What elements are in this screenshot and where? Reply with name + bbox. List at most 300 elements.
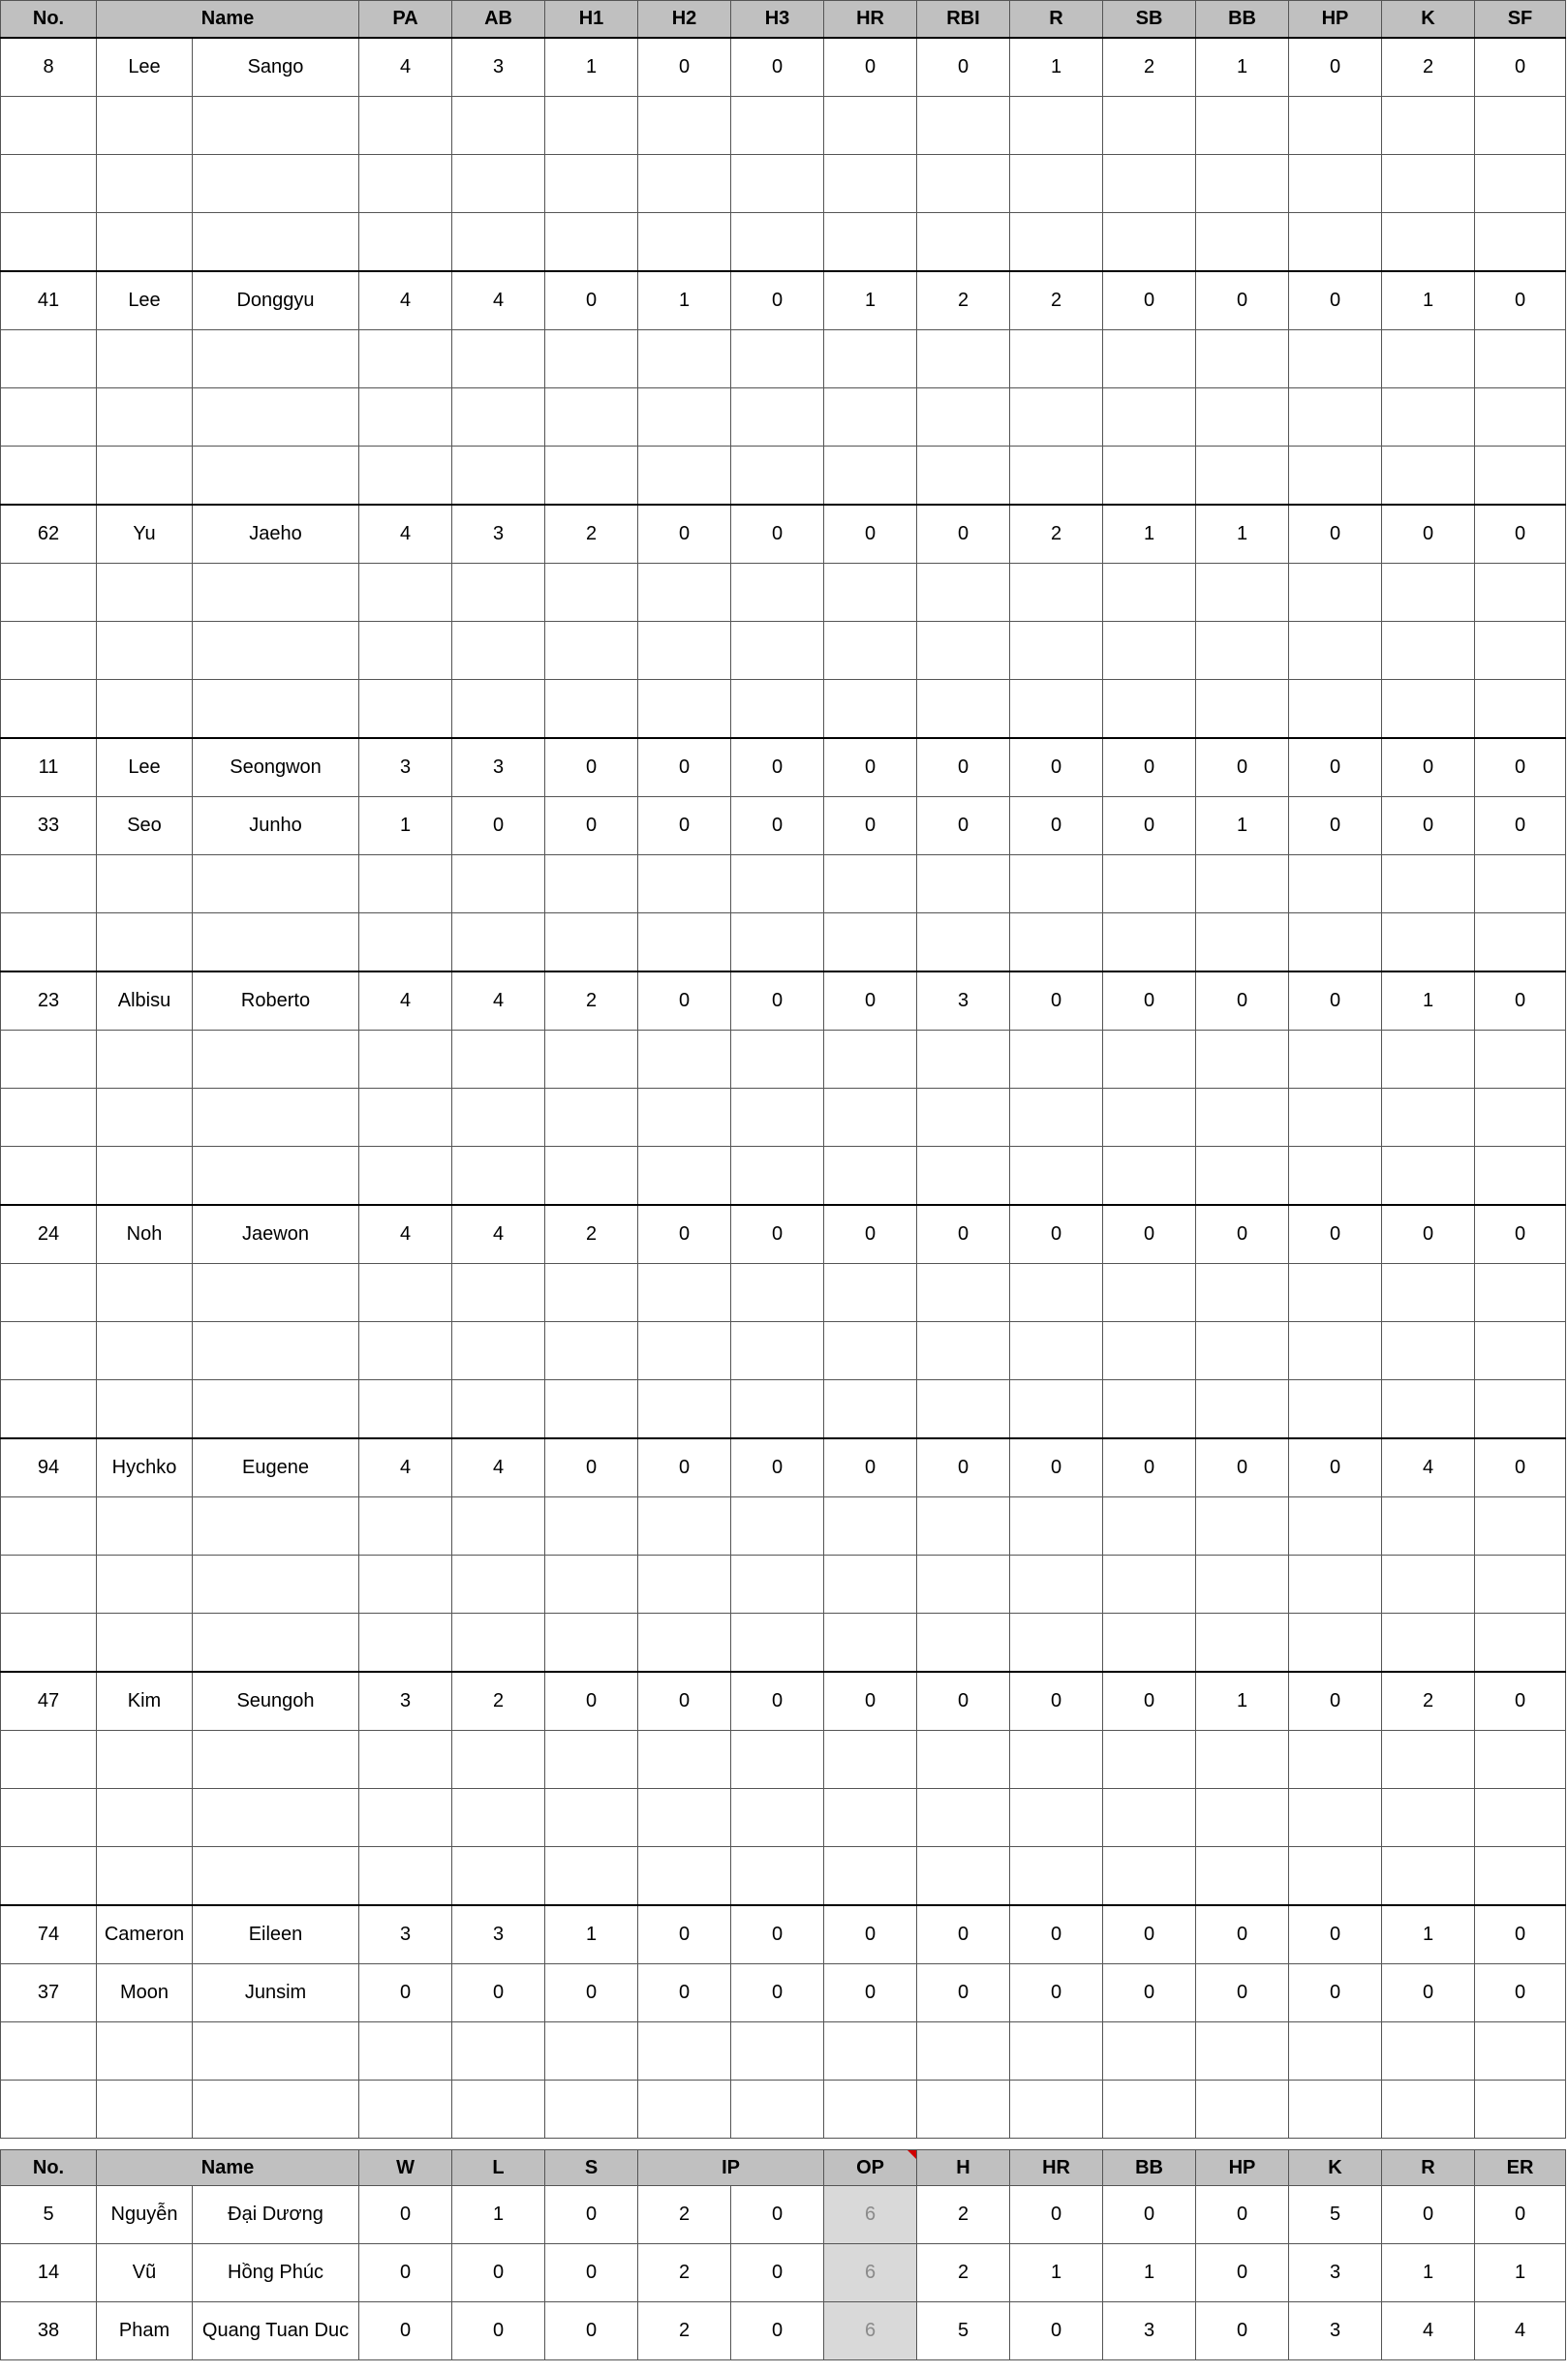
pitcher-last-name-cell[interactable]: Nguyễn [97,2186,193,2244]
stat-cell[interactable]: 0 [731,1964,824,2022]
stat-cell[interactable] [917,1847,1010,1906]
stat-cell[interactable] [359,447,452,506]
stat-cell[interactable] [1475,680,1566,739]
player-first-name-cell[interactable]: Seungoh [193,1672,359,1731]
player-last-name-cell[interactable] [97,97,193,155]
stat-cell[interactable] [824,680,917,739]
stat-cell[interactable] [545,388,638,447]
stat-cell[interactable] [731,1264,824,1322]
player-number-cell[interactable]: 24 [1,1205,97,1264]
stat-cell[interactable] [1103,1847,1196,1906]
stat-cell[interactable] [638,1089,731,1147]
player-first-name-cell[interactable] [193,213,359,272]
stat-cell[interactable] [824,1031,917,1089]
stat-cell[interactable] [638,913,731,972]
stat-cell[interactable]: 0 [1103,271,1196,330]
stat-cell[interactable]: 0 [359,1964,452,2022]
stat-cell[interactable] [1103,2081,1196,2139]
stat-cell[interactable]: 0 [731,271,824,330]
player-first-name-cell[interactable] [193,1556,359,1614]
player-first-name-cell[interactable] [193,2022,359,2081]
stat-cell[interactable]: 0 [1196,2244,1289,2302]
stat-cell[interactable]: 0 [1196,1905,1289,1964]
stat-cell[interactable] [824,1556,917,1614]
stat-cell[interactable] [545,680,638,739]
stat-cell[interactable] [359,213,452,272]
stat-cell[interactable] [1010,1731,1103,1789]
pitcher-last-name-cell[interactable]: Pham [97,2302,193,2360]
player-first-name-cell[interactable] [193,1264,359,1322]
stat-cell[interactable] [452,1614,545,1673]
stat-cell[interactable] [824,622,917,680]
stat-cell[interactable]: 0 [731,1438,824,1497]
stat-cell[interactable] [1475,155,1566,213]
stat-cell[interactable] [917,330,1010,388]
stat-cell[interactable] [1382,388,1475,447]
stat-cell[interactable] [1196,2081,1289,2139]
player-number-cell[interactable]: 94 [1,1438,97,1497]
stat-cell[interactable] [1475,564,1566,622]
player-number-cell[interactable] [1,1147,97,1206]
stat-cell[interactable]: 0 [731,738,824,797]
stat-cell[interactable] [359,2081,452,2139]
stat-cell[interactable]: 0 [638,971,731,1031]
stat-cell[interactable]: 0 [1103,738,1196,797]
stat-cell[interactable] [1196,1731,1289,1789]
stat-cell[interactable]: 5 [917,2302,1010,2360]
stat-cell[interactable] [359,913,452,972]
stat-cell[interactable] [1010,2022,1103,2081]
stat-cell[interactable] [1475,622,1566,680]
stat-cell[interactable] [545,1497,638,1556]
stat-cell[interactable]: 3 [452,505,545,564]
stat-cell[interactable]: 0 [1382,505,1475,564]
stat-cell[interactable] [1103,1497,1196,1556]
stat-cell[interactable] [917,913,1010,972]
stat-cell[interactable] [1382,447,1475,506]
player-last-name-cell[interactable] [97,1614,193,1673]
player-first-name-cell[interactable] [193,622,359,680]
player-last-name-cell[interactable] [97,155,193,213]
stat-cell[interactable]: 0 [545,1438,638,1497]
stat-cell[interactable] [917,680,1010,739]
stat-cell[interactable] [731,1322,824,1380]
stat-cell[interactable] [1475,1264,1566,1322]
stat-cell[interactable] [731,1497,824,1556]
stat-cell[interactable] [1010,1380,1103,1439]
stat-cell[interactable]: 0 [824,797,917,855]
stat-cell[interactable] [359,1380,452,1439]
stat-cell[interactable] [1196,213,1289,272]
stat-cell[interactable] [1382,1847,1475,1906]
stat-cell[interactable] [638,447,731,506]
stat-cell[interactable]: 0 [1382,797,1475,855]
stat-cell[interactable]: 0 [1475,1205,1566,1264]
player-number-cell[interactable] [1,1847,97,1906]
stat-cell[interactable]: 0 [1289,738,1382,797]
stat-cell[interactable] [1289,213,1382,272]
stat-cell[interactable] [1475,1847,1566,1906]
player-first-name-cell[interactable]: Jaeho [193,505,359,564]
player-number-cell[interactable] [1,330,97,388]
stat-cell[interactable] [1010,622,1103,680]
player-number-cell[interactable] [1,1322,97,1380]
stat-cell[interactable] [1103,155,1196,213]
player-first-name-cell[interactable]: Junsim [193,1964,359,2022]
stat-cell[interactable] [1196,330,1289,388]
stat-cell[interactable]: 0 [545,797,638,855]
stat-cell[interactable] [1382,1089,1475,1147]
player-last-name-cell[interactable] [97,1847,193,1906]
stat-cell-ip-whole[interactable]: 2 [638,2244,731,2302]
stat-cell[interactable]: 0 [731,797,824,855]
stat-cell[interactable]: 0 [1289,1205,1382,1264]
stat-cell[interactable] [1475,1497,1566,1556]
player-last-name-cell[interactable]: Seo [97,797,193,855]
player-number-cell[interactable] [1,1264,97,1322]
stat-cell[interactable] [1196,1497,1289,1556]
stat-cell[interactable] [1289,2022,1382,2081]
stat-cell[interactable] [917,213,1010,272]
stat-cell[interactable] [1103,2022,1196,2081]
stat-cell[interactable]: 4 [1382,2302,1475,2360]
stat-cell[interactable] [1289,680,1382,739]
stat-cell[interactable]: 1 [1103,505,1196,564]
stat-cell[interactable]: 3 [359,1672,452,1731]
stat-cell[interactable]: 0 [1196,271,1289,330]
stat-cell[interactable]: 0 [1103,2186,1196,2244]
stat-cell[interactable] [1382,1147,1475,1206]
stat-cell[interactable] [638,1789,731,1847]
stat-cell[interactable]: 0 [1196,738,1289,797]
stat-cell[interactable] [1196,447,1289,506]
player-first-name-cell[interactable]: Seongwon [193,738,359,797]
stat-cell[interactable]: 0 [1103,1905,1196,1964]
stat-cell[interactable] [359,388,452,447]
stat-cell[interactable]: 0 [731,38,824,97]
stat-cell[interactable]: 0 [1382,1964,1475,2022]
stat-cell[interactable] [1289,913,1382,972]
stat-cell[interactable] [731,1731,824,1789]
stat-cell[interactable] [1382,2022,1475,2081]
stat-cell[interactable] [1289,97,1382,155]
stat-cell[interactable] [1196,855,1289,913]
player-last-name-cell[interactable] [97,1264,193,1322]
stat-cell[interactable] [545,855,638,913]
player-last-name-cell[interactable] [97,2022,193,2081]
stat-cell[interactable] [824,1731,917,1789]
stat-cell-w[interactable]: 0 [359,2244,452,2302]
stat-cell[interactable] [824,213,917,272]
stat-cell[interactable] [359,2022,452,2081]
stat-cell[interactable]: 1 [1103,2244,1196,2302]
stat-cell[interactable]: 0 [731,1205,824,1264]
stat-cell[interactable]: 0 [1475,1438,1566,1497]
stat-cell[interactable] [1475,1556,1566,1614]
stat-cell[interactable] [1010,2081,1103,2139]
stat-cell[interactable]: 0 [731,505,824,564]
player-last-name-cell[interactable] [97,1556,193,1614]
stat-cell[interactable] [452,1264,545,1322]
stat-cell[interactable] [359,680,452,739]
player-first-name-cell[interactable] [193,1147,359,1206]
stat-cell[interactable]: 1 [1382,971,1475,1031]
stat-cell[interactable]: 0 [638,1672,731,1731]
player-first-name-cell[interactable] [193,1031,359,1089]
player-first-name-cell[interactable] [193,447,359,506]
stat-cell[interactable] [359,855,452,913]
stat-cell[interactable] [1382,622,1475,680]
stat-cell[interactable]: 3 [452,38,545,97]
stat-cell[interactable]: 2 [1010,505,1103,564]
stat-cell[interactable] [1475,913,1566,972]
player-number-cell[interactable] [1,564,97,622]
stat-cell[interactable] [1289,1556,1382,1614]
stat-cell[interactable] [545,913,638,972]
stat-cell[interactable] [638,855,731,913]
stat-cell[interactable] [545,1147,638,1206]
stat-cell[interactable]: 4 [359,1438,452,1497]
stat-cell[interactable]: 2 [917,2244,1010,2302]
stat-cell[interactable]: 0 [1010,1438,1103,1497]
stat-cell[interactable] [1475,1731,1566,1789]
stat-cell[interactable] [1196,1031,1289,1089]
stat-cell[interactable]: 0 [545,1964,638,2022]
player-first-name-cell[interactable] [193,680,359,739]
stat-cell[interactable]: 2 [545,1205,638,1264]
player-number-cell[interactable] [1,1497,97,1556]
stat-cell[interactable] [1289,622,1382,680]
stat-cell[interactable]: 0 [638,797,731,855]
stat-cell[interactable] [731,213,824,272]
player-number-cell[interactable] [1,680,97,739]
stat-cell[interactable] [1103,1264,1196,1322]
player-number-cell[interactable]: 62 [1,505,97,564]
stat-cell[interactable] [1103,1731,1196,1789]
stat-cell[interactable] [731,855,824,913]
stat-cell[interactable]: 3 [1289,2244,1382,2302]
stat-cell[interactable]: 0 [1475,971,1566,1031]
stat-cell[interactable] [1103,1322,1196,1380]
stat-cell[interactable] [545,564,638,622]
player-first-name-cell[interactable]: Jaewon [193,1205,359,1264]
stat-cell[interactable] [1382,330,1475,388]
stat-cell[interactable] [824,1614,917,1673]
stat-cell[interactable]: 4 [359,271,452,330]
stat-cell[interactable]: 0 [1010,971,1103,1031]
stat-cell[interactable] [452,1847,545,1906]
player-last-name-cell[interactable]: Cameron [97,1905,193,1964]
stat-cell[interactable]: 0 [1103,1438,1196,1497]
stat-cell[interactable] [1103,1380,1196,1439]
stat-cell[interactable] [452,155,545,213]
stat-cell[interactable] [1382,1322,1475,1380]
stat-cell[interactable]: 1 [1475,2244,1566,2302]
stat-cell[interactable]: 0 [824,738,917,797]
stat-cell[interactable]: 4 [452,971,545,1031]
stat-cell[interactable]: 2 [1382,38,1475,97]
stat-cell[interactable]: 0 [545,1672,638,1731]
stat-cell[interactable] [545,155,638,213]
stat-cell[interactable] [452,388,545,447]
stat-cell[interactable] [1289,1147,1382,1206]
stat-cell[interactable] [1010,1556,1103,1614]
stat-cell[interactable] [359,1789,452,1847]
stat-cell[interactable]: 4 [452,1438,545,1497]
player-last-name-cell[interactable] [97,330,193,388]
stat-cell[interactable] [1196,1322,1289,1380]
stat-cell[interactable] [824,855,917,913]
stat-cell[interactable] [1103,1556,1196,1614]
stat-cell[interactable] [1289,447,1382,506]
stat-cell[interactable] [452,2022,545,2081]
stat-cell[interactable] [1475,1322,1566,1380]
stat-cell[interactable] [824,2022,917,2081]
stat-cell[interactable] [824,1847,917,1906]
stat-cell[interactable] [824,913,917,972]
stat-cell-w[interactable]: 0 [359,2302,452,2360]
stat-cell[interactable] [638,1497,731,1556]
stat-cell-w[interactable]: 0 [359,2186,452,2244]
stat-cell[interactable] [731,330,824,388]
pitcher-number-cell[interactable]: 5 [1,2186,97,2244]
stat-cell[interactable]: 0 [824,1964,917,2022]
stat-cell[interactable]: 0 [824,1438,917,1497]
stat-cell[interactable] [1382,680,1475,739]
stat-cell[interactable]: 4 [359,505,452,564]
stat-cell[interactable]: 0 [1196,2302,1289,2360]
stat-cell[interactable] [452,1322,545,1380]
stat-cell[interactable] [1289,1380,1382,1439]
stat-cell[interactable]: 0 [1196,971,1289,1031]
player-number-cell[interactable] [1,388,97,447]
player-number-cell[interactable]: 33 [1,797,97,855]
stat-cell[interactable]: 0 [638,505,731,564]
player-first-name-cell[interactable]: Sango [193,38,359,97]
stat-cell[interactable] [731,2081,824,2139]
stat-cell[interactable]: 1 [1196,38,1289,97]
stat-cell[interactable] [917,1614,1010,1673]
stat-cell[interactable] [359,1614,452,1673]
stat-cell[interactable] [1103,1089,1196,1147]
player-last-name-cell[interactable] [97,1089,193,1147]
stat-cell[interactable]: 1 [638,271,731,330]
stat-cell[interactable] [1382,913,1475,972]
stat-cell[interactable] [1196,680,1289,739]
player-number-cell[interactable] [1,1731,97,1789]
stat-cell[interactable]: 0 [1475,38,1566,97]
stat-cell[interactable] [824,1789,917,1847]
stat-cell-op[interactable]: 6 [824,2186,917,2244]
stat-cell[interactable] [917,97,1010,155]
stat-cell[interactable] [731,1789,824,1847]
stat-cell[interactable]: 1 [1010,38,1103,97]
player-first-name-cell[interactable] [193,1380,359,1439]
player-last-name-cell[interactable] [97,213,193,272]
stat-cell[interactable]: 0 [545,271,638,330]
stat-cell[interactable] [638,1847,731,1906]
stat-cell[interactable] [1475,1089,1566,1147]
stat-cell[interactable] [545,97,638,155]
stat-cell[interactable]: 2 [1382,1672,1475,1731]
stat-cell[interactable]: 0 [1010,1205,1103,1264]
stat-cell[interactable] [1289,155,1382,213]
stat-cell[interactable]: 0 [1289,1438,1382,1497]
stat-cell-s[interactable]: 0 [545,2244,638,2302]
stat-cell[interactable]: 3 [917,971,1010,1031]
stat-cell[interactable] [1196,97,1289,155]
stat-cell[interactable] [917,564,1010,622]
stat-cell[interactable] [1475,1380,1566,1439]
stat-cell[interactable]: 0 [1382,738,1475,797]
stat-cell[interactable] [452,1497,545,1556]
stat-cell[interactable] [638,1556,731,1614]
player-first-name-cell[interactable] [193,2081,359,2139]
stat-cell[interactable] [1010,97,1103,155]
player-last-name-cell[interactable]: Hychko [97,1438,193,1497]
player-number-cell[interactable] [1,1556,97,1614]
stat-cell[interactable] [545,1089,638,1147]
stat-cell[interactable]: 0 [824,971,917,1031]
stat-cell[interactable] [1196,2022,1289,2081]
stat-cell[interactable] [1289,330,1382,388]
stat-cell[interactable] [452,564,545,622]
stat-cell[interactable] [1196,1089,1289,1147]
stat-cell[interactable] [638,330,731,388]
stat-cell[interactable] [638,1731,731,1789]
stat-cell[interactable] [1289,1089,1382,1147]
stat-cell[interactable]: 2 [1103,38,1196,97]
stat-cell[interactable]: 0 [824,1205,917,1264]
player-number-cell[interactable] [1,1031,97,1089]
stat-cell[interactable]: 1 [1196,797,1289,855]
player-first-name-cell[interactable] [193,1847,359,1906]
stat-cell[interactable] [1196,388,1289,447]
stat-cell[interactable]: 0 [1010,2302,1103,2360]
stat-cell[interactable] [359,1731,452,1789]
stat-cell[interactable]: 0 [1010,2186,1103,2244]
stat-cell[interactable] [545,447,638,506]
stat-cell[interactable]: 0 [824,505,917,564]
stat-cell[interactable] [1475,330,1566,388]
stat-cell[interactable] [824,2081,917,2139]
stat-cell[interactable]: 0 [1475,738,1566,797]
stat-cell[interactable] [917,855,1010,913]
player-number-cell[interactable] [1,155,97,213]
pitcher-first-name-cell[interactable]: Quang Tuan Duc [193,2302,359,2360]
player-number-cell[interactable] [1,1089,97,1147]
stat-cell[interactable]: 0 [1475,2186,1566,2244]
stat-cell[interactable] [1010,1614,1103,1673]
stat-cell[interactable] [731,2022,824,2081]
stat-cell[interactable] [452,330,545,388]
stat-cell[interactable]: 4 [359,971,452,1031]
stat-cell[interactable] [1289,1847,1382,1906]
stat-cell[interactable] [1289,2081,1382,2139]
stat-cell[interactable]: 0 [1475,271,1566,330]
player-number-cell[interactable] [1,1614,97,1673]
stat-cell[interactable]: 0 [917,38,1010,97]
stat-cell[interactable] [1475,855,1566,913]
player-first-name-cell[interactable] [193,155,359,213]
player-first-name-cell[interactable] [193,564,359,622]
stat-cell[interactable] [1010,1031,1103,1089]
stat-cell[interactable] [638,564,731,622]
stat-cell-l[interactable]: 0 [452,2302,545,2360]
stat-cell[interactable] [545,2022,638,2081]
stat-cell[interactable] [731,155,824,213]
stat-cell[interactable] [917,388,1010,447]
